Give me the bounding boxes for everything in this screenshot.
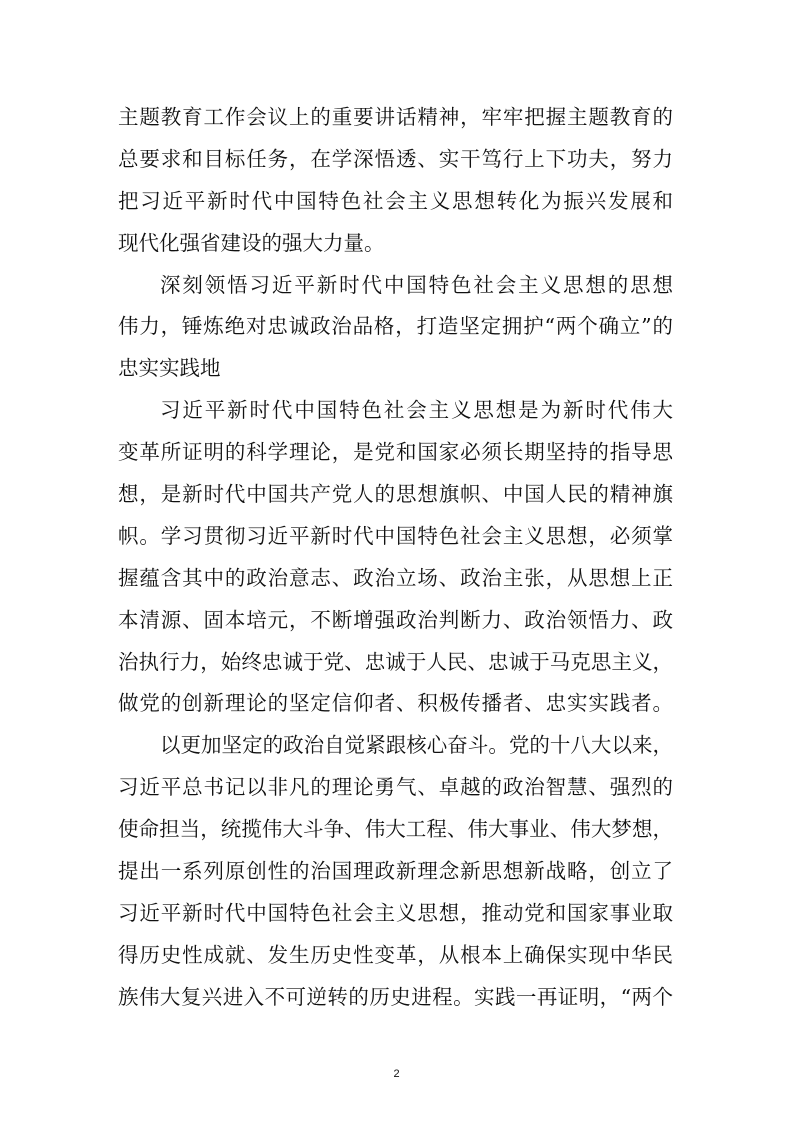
text-line: 习近平新时代中国特色社会主义思想是为新时代伟大 bbox=[160, 398, 673, 423]
text-line: 现代化强省建设的强大力量。 bbox=[118, 230, 385, 255]
text-line: 做党的创新理论的坚定信仰者、积极传播者、忠实实践者。 bbox=[118, 691, 673, 716]
text-line: 想，是新时代中国共产党人的思想旗帜、中国人民的精神旗 bbox=[118, 482, 673, 507]
text-line: 帜。学习贯彻习近平新时代中国特色社会主义思想，必须掌 bbox=[118, 523, 673, 548]
paragraph bbox=[118, 265, 673, 391]
text-line: 把习近平新时代中国特色社会主义思想转化为振兴发展和 bbox=[118, 188, 673, 213]
text-line: 得历史性成就、发生历史性变革，从根本上确保实现中华民 bbox=[118, 942, 673, 967]
text-line: 族伟大复兴进入不可逆转的历史进程。实践一再证明，“两个 bbox=[118, 984, 673, 1009]
text-line: 变革所证明的科学理论，是党和国家必须长期坚持的指导思 bbox=[118, 440, 673, 465]
paragraph bbox=[118, 390, 673, 725]
text-line: 主题教育工作会议上的重要讲话精神，牢牢把握主题教育的 bbox=[118, 105, 673, 129]
document-body bbox=[118, 97, 673, 1019]
paragraph bbox=[118, 97, 673, 265]
text-line: 提出一系列原创性的治国理政新理念新思想新战略，创立了 bbox=[118, 859, 673, 884]
page-number: 2 bbox=[393, 1068, 400, 1080]
text-line: 握蕴含其中的政治意志、政治立场、政治主张，从思想上正 bbox=[118, 565, 673, 590]
text-line: 深刻领悟习近平新时代中国特色社会主义思想的思想 bbox=[160, 272, 673, 297]
text-line: 总要求和目标任务，在学深悟透、实干笃行上下功夫，努力 bbox=[118, 146, 673, 171]
text-line: 治执行力，始终忠诚于党、忠诚于人民、忠诚于马克思主义， bbox=[118, 649, 673, 674]
text-line: 忠实实践地 bbox=[118, 356, 221, 381]
text-line: 伟力，锤炼绝对忠诚政治品格，打造坚定拥护“两个确立”的 bbox=[118, 314, 673, 339]
text-line: 习近平总书记以非凡的理论勇气、卓越的政治智慧、强烈的 bbox=[118, 775, 673, 800]
text-line: 本清源、固本培元，不断增强政治判断力、政治领悟力、政 bbox=[118, 607, 673, 632]
text-line: 习近平新时代中国特色社会主义思想，推动党和国家事业取 bbox=[118, 900, 673, 925]
text-line: 以更加坚定的政治自觉紧跟核心奋斗。党的十八大以来， bbox=[160, 733, 673, 758]
paragraph bbox=[118, 725, 673, 1018]
text-line: 使命担当，统揽伟大斗争、伟大工程、伟大事业、伟大梦想， bbox=[118, 817, 673, 842]
